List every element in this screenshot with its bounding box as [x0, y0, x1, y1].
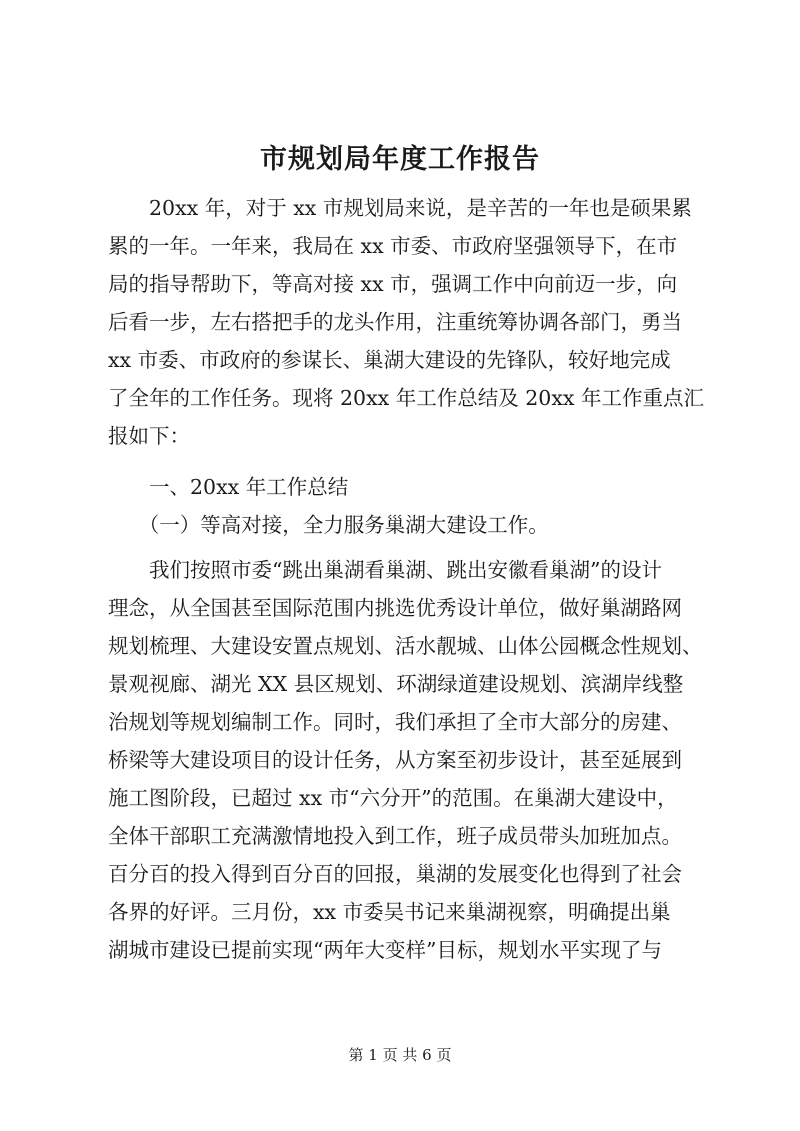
body-line-8: 我们按照市委“跳出巢湖看巢湖、跳出安徽看巢湖”的设计 [108, 558, 662, 582]
body-line-11: 景观视廊、湖光 XX 县区规划、环湖绿道建设规划、滨湖岸线整 [108, 672, 684, 696]
body-line-4: 后看一步，左右搭把手的龙头作用，注重统筹协调各部门，勇当 [108, 310, 682, 334]
page-number-footer: 第 1 页 共 6 页 [348, 1046, 452, 1064]
subsection-heading: （一）等高对接，全力服务巢湖大建设工作。 [108, 513, 549, 537]
body-line-13: 桥梁等大建设项目的设计任务，从方案至初步设计，甚至延展到 [108, 748, 682, 772]
document-title: 市规划局年度工作报告 [260, 144, 540, 175]
body-line-16: 百分百的投入得到百分百的回报，巢湖的发展变化也得到了社会 [108, 862, 682, 886]
body-line-5: xx 市委、市政府的参谋长、巢湖大建设的先锋队，较好地完成 [108, 348, 671, 372]
body-line-6: 了全年的工作任务。现将 20xx 年工作总结及 20xx 年工作重点汇 [108, 386, 704, 410]
body-line-12: 治规划等规划编制工作。同时，我们承担了全市大部分的房建、 [108, 710, 682, 734]
body-line-9: 理念，从全国甚至国际范围内挑选优秀设计单位，做好巢湖路网 [108, 596, 682, 620]
body-line-10: 规划梳理、大建设安置点规划、活水靓城、山体公园概念性规划、 [108, 634, 703, 658]
body-line-14: 施工图阶段，已超过 xx 市“六分开”的范围。在巢湖大建设中， [108, 786, 678, 810]
body-line-3: 局的指导帮助下，等高对接 xx 市，强调工作中向前迈一步，向 [108, 272, 678, 296]
body-line-2: 累的一年。一年来，我局在 xx 市委、市政府坚强领导下，在市 [108, 234, 678, 258]
body-line-17: 各界的好评。三月份，xx 市委吴书记来巢湖视察，明确提出巢 [108, 900, 671, 924]
body-line-1: 20xx 年，对于 xx 市规划局来说，是辛苦的一年也是硕果累 [108, 196, 692, 220]
body-line-15: 全体干部职工充满激情地投入到工作，班子成员带头加班加点。 [108, 824, 682, 848]
body-line-18: 湖城市建设已提前实现“两年大变样”目标，规划水平实现了与 [108, 938, 662, 962]
body-line-7: 报如下： [108, 424, 190, 448]
section-heading: 一、20xx 年工作总结 [108, 475, 349, 499]
